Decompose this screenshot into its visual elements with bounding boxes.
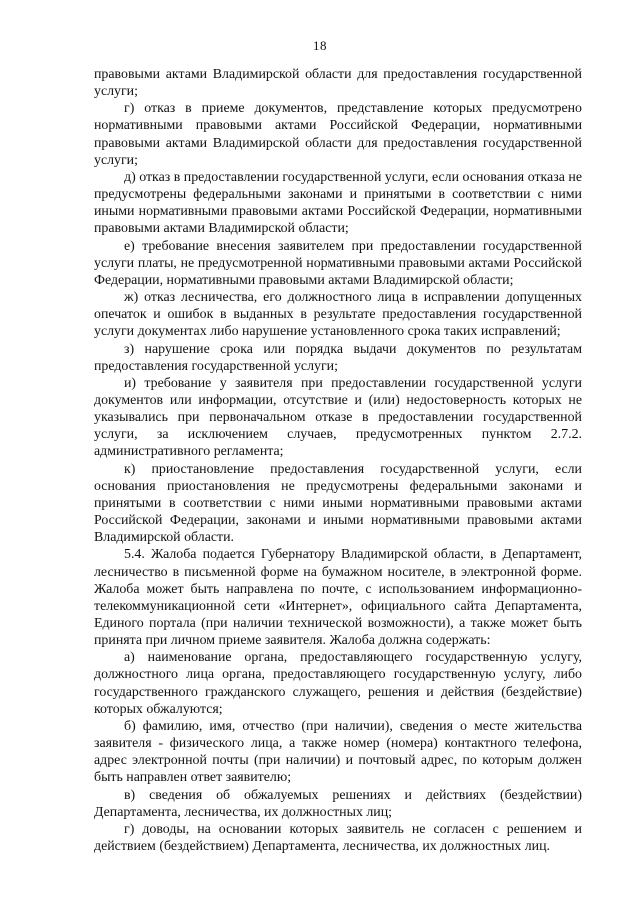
paragraph-item-a: а) наименование органа, предоставляющего государственную услугу, должностного лица органа, предоставляющего государственную услугу, либо государственного гражданского служащего, решения и действия (бездействие) которых обжалуются; [94, 650, 582, 717]
paragraph-item-k: к) приостановление предоставления государственной услуги, если основания приостановления не предусмотрены федеральными законами и принятыми в соответствии с ними иными нормативными правовыми актами Российской Федерации, законами и иными нормативными правовыми актами Владимирской области. [94, 461, 582, 546]
paragraph-item-b: б) фамилию, имя, отчество (при наличии), сведения о месте жительства заявителя - физического лица, а также номер (номера) контактного телефона, адрес электронной почты (при наличии) и почтовый адрес, по которым должен быть направлен ответ заявителю; [94, 718, 582, 786]
paragraph-item-g-2: г) доводы, на основании которых заявитель не согласен с решением и действием (бездействием) Департамента, лесничества, их должностных лиц. [94, 821, 582, 855]
paragraph-section-5-4: 5.4. Жалоба подается Губернатору Владимирской области, в Департамент, лесничество в письменной форме на бумажном носителе, в электронной форме. Жалоба может быть направлена по почте, с использованием информационно-телекоммуникационной сети «Интернет», официального сайта Департамента, Единого портала (при наличии технической возможности), а также может быть принята при личном приеме заявителя. Жалоба должна содержать: [94, 547, 582, 649]
paragraph-item-d: д) отказ в предоставлении государственной услуги, если основания отказа не предусмотрены федеральными законами и принятыми в соответствии с ними иными нормативными правовыми актами Российской Федерации, нормативными правовыми актами Владимирской области; [94, 169, 582, 237]
paragraph-continuation: правовыми актами Владимирской области для предоставления государственной услуги; [94, 67, 582, 100]
page-number: 18 [313, 38, 327, 53]
paragraph-item-i: и) требование у заявителя при предоставлении государственной услуги документов или информации, отсутствие и (или) недостоверность которых не указывались при первоначальном отказе в предоставлении государственной услуги, за исключением случаев, предусмотренных пунктом 2.7.2. административного регламента; [94, 375, 582, 460]
paragraph-item-zh: ж) отказ лесничества, его должностного лица в исправлении допущенных опечаток и ошибок в выданных в результате предоставления государственной услуги документах либо нарушение установленного срока таких исправлений; [94, 290, 582, 340]
paragraph-item-e: е) требование внесения заявителем при предоставлении государственной услуги платы, не предусмотренной нормативными правовыми актами Российской Федерации, нормативными правовыми актами Владимирской области; [94, 238, 582, 288]
paragraph-item-v: в) сведения об обжалуемых решениях и действиях (бездействии) Департамента, лесничества, их должностных лиц; [94, 787, 582, 820]
paragraph-item-z: з) нарушение срока или порядка выдачи документов по результатам предоставления государственной услуги; [94, 341, 582, 374]
document-body [94, 66, 582, 855]
paragraph-item-g: г) отказ в приеме документов, представление которых предусмотрено нормативными правовыми актами Российской Федерации, нормативными правовыми актами Владимирской области для предоставления государственной услуги; [94, 101, 582, 168]
